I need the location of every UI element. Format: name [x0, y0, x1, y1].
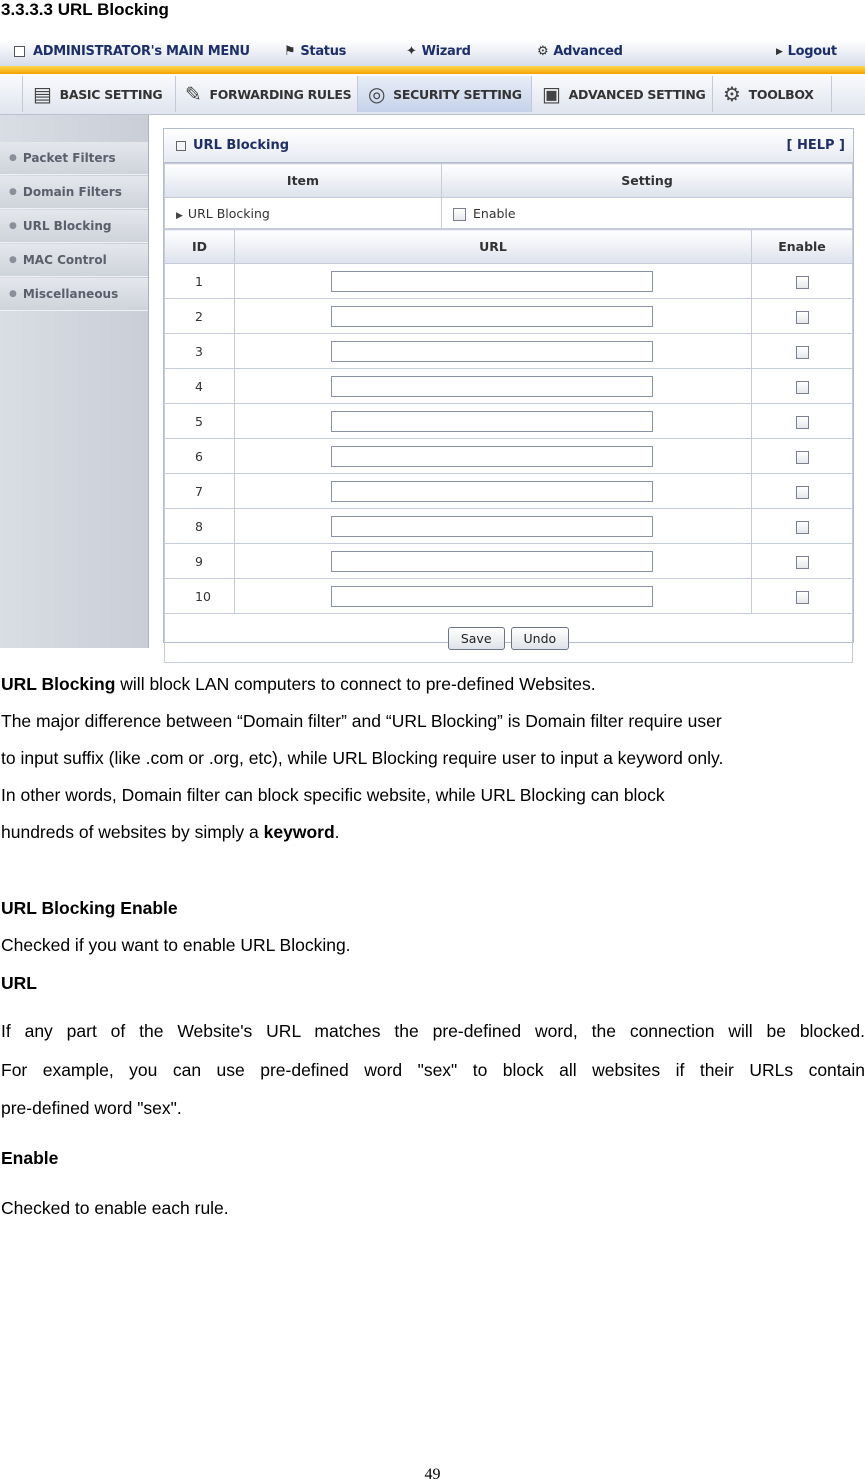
advanced-link[interactable]: ⚙ Advanced [537, 44, 623, 59]
shield-icon: ◎ [368, 82, 386, 106]
url-blocking-row-label: ▶ URL Blocking [165, 198, 442, 229]
help-link[interactable]: [ HELP ] [786, 138, 845, 153]
url-input[interactable] [331, 481, 653, 502]
settings-table [164, 163, 853, 229]
sidebar-item-url-blocking[interactable]: ● URL Blocking [0, 210, 148, 243]
url-input[interactable] [331, 271, 653, 292]
intro-line-1: URL Blocking will block LAN computers to connect to pre-defined Websites. [1, 674, 596, 694]
rule-id: 5 [165, 404, 235, 439]
router-screenshot [0, 40, 865, 648]
rule-id: 10 [165, 579, 235, 614]
intro-line-4: In other words, Domain filter can block specific website, while URL Blocking can block [1, 785, 665, 805]
rule-id: 2 [165, 299, 235, 334]
rule-id: 3 [165, 334, 235, 369]
table-row [165, 299, 853, 334]
rule-id: 1 [165, 264, 235, 299]
url-input[interactable] [331, 376, 653, 397]
column-header-id: ID [165, 230, 235, 264]
table-row [165, 544, 853, 579]
rule-enable-checkbox[interactable] [796, 591, 809, 604]
sidebar [0, 115, 149, 648]
url-description-line-1: If any part of the Website's URL matches the pre-defined word, the connection will be blocked. [1, 1021, 865, 1041]
url-input[interactable] [331, 551, 653, 572]
bullet-icon: ● [9, 153, 17, 163]
bullet-icon: ● [9, 221, 17, 231]
top-menu [0, 40, 865, 67]
heading-enable: Enable [1, 1148, 59, 1168]
accent-bar [0, 66, 865, 74]
table-row [165, 439, 853, 474]
url-description-line-3: pre-defined word "sex". [1, 1098, 182, 1118]
url-blocking-enable-cell: Enable [442, 198, 853, 229]
bullet-icon: ● [9, 289, 17, 299]
rule-id: 9 [165, 544, 235, 579]
column-header-url: URL [235, 230, 752, 264]
button-row [165, 614, 853, 663]
url-input[interactable] [331, 586, 653, 607]
wizard-link[interactable]: ✦ Wizard [406, 44, 471, 59]
column-header-item: Item [165, 164, 442, 198]
rule-id: 8 [165, 509, 235, 544]
url-input[interactable] [331, 341, 653, 362]
settings-icon: ▣ [542, 82, 561, 106]
tab-bar [0, 74, 865, 115]
table-row [165, 334, 853, 369]
column-header-setting: Setting [442, 164, 853, 198]
rule-id: 4 [165, 369, 235, 404]
square-icon [14, 46, 25, 57]
url-input[interactable] [331, 446, 653, 467]
advanced-icon: ⚙ [537, 44, 549, 59]
tab-basic-setting[interactable]: ▤ BASIC SETTING [22, 76, 176, 112]
intro-line-5: hundreds of websites by simply a keyword. [1, 822, 340, 842]
enable-description: Checked if you want to enable URL Blocking. [1, 935, 351, 955]
bullet-icon: ● [9, 255, 17, 265]
panel-header [164, 129, 853, 163]
rule-enable-checkbox[interactable] [796, 486, 809, 499]
table-row [165, 509, 853, 544]
rule-enable-checkbox[interactable] [796, 381, 809, 394]
rule-id: 6 [165, 439, 235, 474]
url-blocking-enable-checkbox[interactable] [453, 208, 466, 221]
triangle-right-icon: ▶ [176, 210, 183, 221]
rule-enable-description: Checked to enable each rule. [1, 1198, 229, 1218]
section-title: 3.3.3.3 URL Blocking [1, 0, 169, 19]
sidebar-item-miscellaneous[interactable]: ● Miscellaneous [0, 278, 148, 311]
url-rules-table [164, 229, 853, 663]
rule-enable-checkbox[interactable] [796, 276, 809, 289]
rule-enable-checkbox[interactable] [796, 451, 809, 464]
tab-advanced-setting[interactable]: ▣ ADVANCED SETTING [532, 76, 713, 112]
table-row [165, 474, 853, 509]
tab-forwarding-rules[interactable]: ✎ FORWARDING RULES [175, 76, 358, 112]
table-row [165, 579, 853, 614]
rule-enable-checkbox[interactable] [796, 346, 809, 359]
save-button[interactable]: Save [448, 627, 505, 650]
heading-url: URL [1, 973, 37, 993]
status-icon: ⚑ [284, 44, 296, 59]
sidebar-item-packet-filters[interactable]: ● Packet Filters [0, 142, 148, 175]
table-row [165, 369, 853, 404]
intro-line-3: to input suffix (like .com or .org, etc), while URL Blocking require user to input a keyword only. [1, 748, 724, 768]
rule-enable-checkbox[interactable] [796, 311, 809, 324]
intro-line-2: The major difference between “Domain filter” and “URL Blocking” is Domain filter require user [1, 711, 722, 731]
book-icon: ▤ [33, 82, 52, 106]
panel-title: URL Blocking [193, 138, 290, 153]
admin-menu-link[interactable]: ADMINISTRATOR's MAIN MENU [14, 44, 250, 59]
tab-security-setting[interactable]: ◎ SECURITY SETTING [358, 76, 532, 112]
logout-link[interactable]: ▶ Logout [776, 44, 837, 59]
undo-button[interactable]: Undo [511, 627, 570, 650]
forward-icon: ✎ [185, 82, 202, 106]
tab-toolbox[interactable]: ⚙ TOOLBOX [713, 76, 832, 112]
url-input[interactable] [331, 411, 653, 432]
rule-enable-checkbox[interactable] [796, 521, 809, 534]
heading-url-blocking-enable: URL Blocking Enable [1, 898, 178, 918]
url-description-line-2: For example, you can use pre-defined word "sex" to block all websites if their URLs contain [1, 1060, 865, 1080]
url-blocking-panel [163, 128, 854, 646]
url-input[interactable] [331, 306, 653, 327]
bullet-icon: ● [9, 187, 17, 197]
arrow-right-icon: ▶ [776, 46, 783, 57]
sidebar-item-mac-control[interactable]: ● MAC Control [0, 244, 148, 277]
rule-id: 7 [165, 474, 235, 509]
column-header-enable: Enable [752, 230, 853, 264]
wizard-icon: ✦ [406, 44, 417, 59]
rule-enable-checkbox[interactable] [796, 416, 809, 429]
square-icon [176, 141, 186, 151]
toolbox-icon: ⚙ [723, 82, 741, 106]
status-link[interactable]: ⚑ Status [284, 44, 347, 59]
url-input[interactable] [331, 516, 653, 537]
page-number: 49 [424, 1466, 441, 1483]
table-row [165, 404, 853, 439]
sidebar-item-domain-filters[interactable]: ● Domain Filters [0, 176, 148, 209]
rule-enable-checkbox[interactable] [796, 556, 809, 569]
table-row [165, 264, 853, 299]
